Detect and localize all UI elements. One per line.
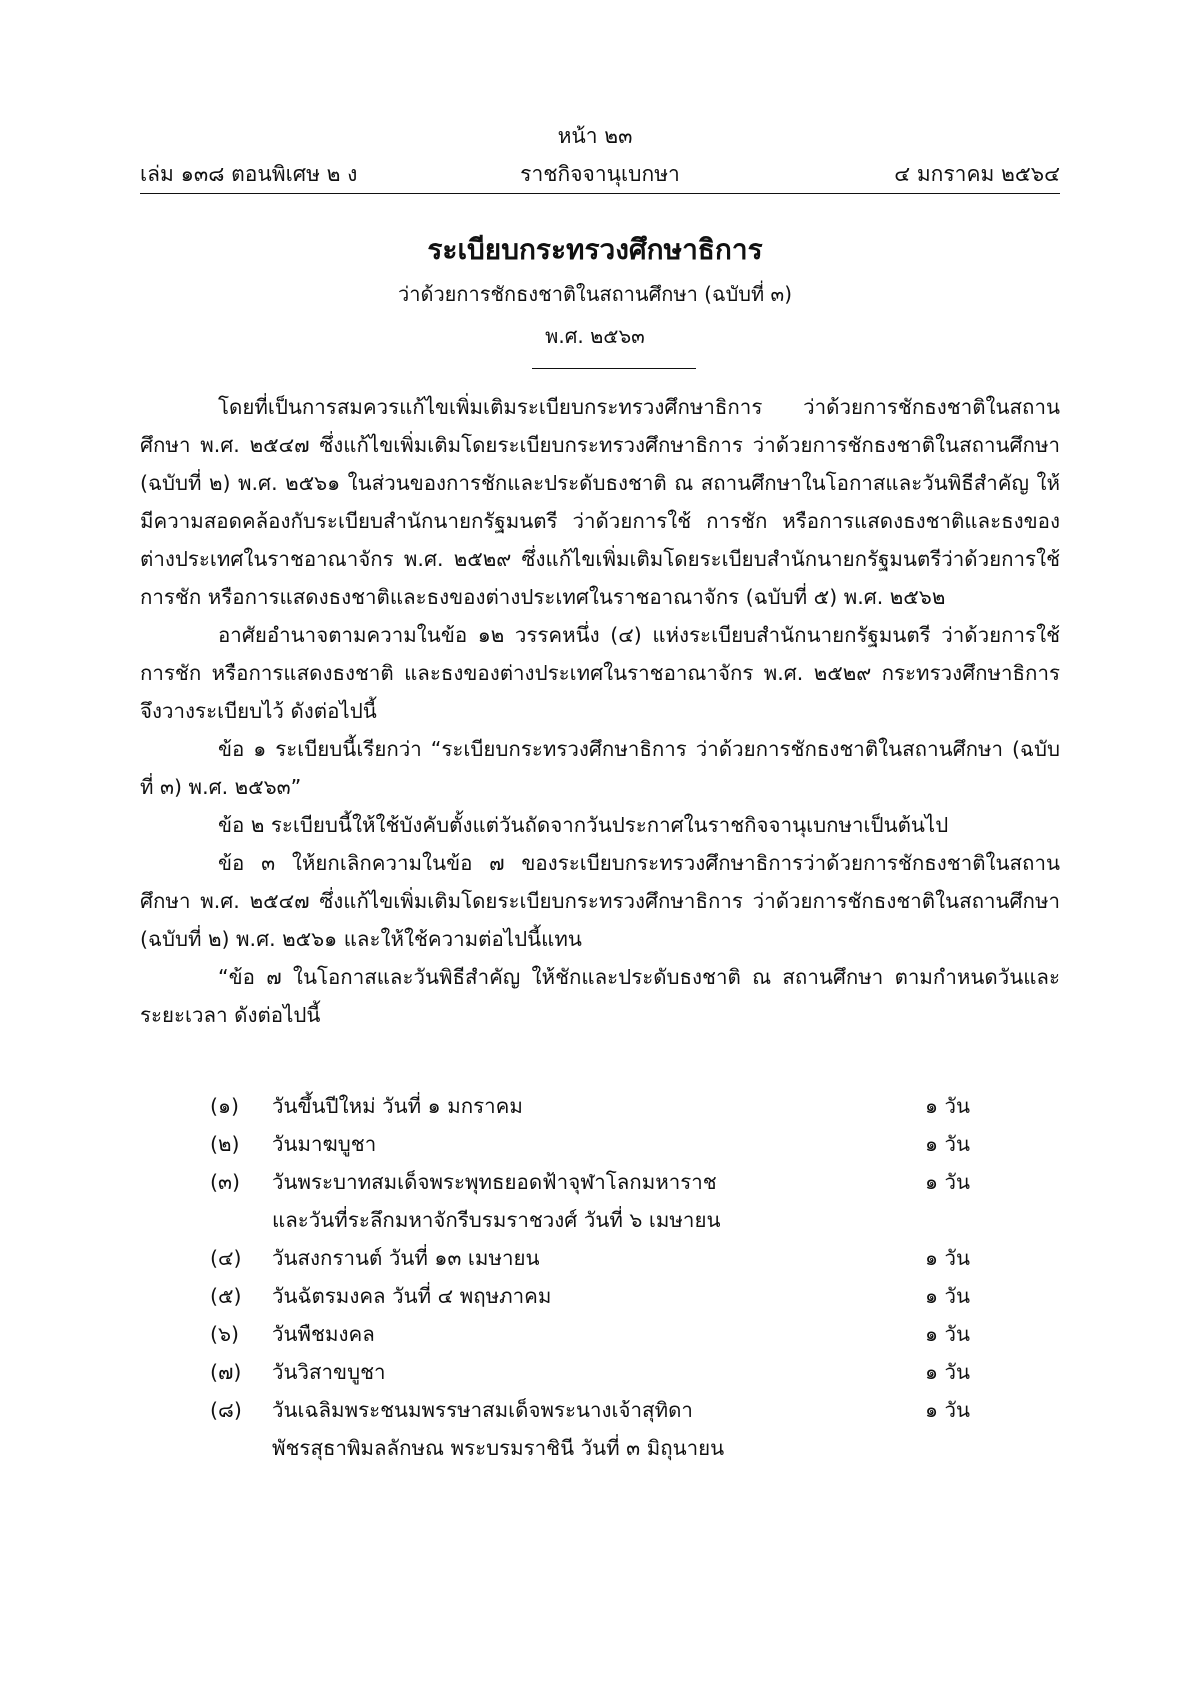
item-duration: ๑ วัน [924, 1094, 970, 1118]
item-number: (๔) [210, 1246, 242, 1270]
gazette-name: ราชกิจจานุเบกษา [520, 162, 680, 186]
item-text: วันฉัตรมงคล วันที่ ๔ พฤษภาคม [272, 1284, 552, 1308]
item-number: (๘) [210, 1398, 242, 1422]
paragraph-article-1: ข้อ ๑ ระเบียบนี้เรียกว่า “ระเบียบกระทรวงศึกษาธิการ ว่าด้วยการชักธงชาติในสถานศึกษา (ฉบับที่ ๓) พ.ศ. ๒๕๖๓” [140, 737, 1060, 799]
list-item [210, 1087, 970, 1125]
page-number: หน้า ๒๓ [557, 124, 633, 148]
item-text: วันขึ้นปีใหม่ วันที่ ๑ มกราคม [272, 1094, 523, 1118]
item-text-continued: และวันที่ระลึกมหาจักรีบรมราชวงศ์ วันที่ ๖ เมษายน [272, 1208, 721, 1232]
list-item [210, 1277, 970, 1315]
paragraph-preamble: โดยที่เป็นการสมควรแก้ไขเพิ่มเติมระเบียบกระทรวงศึกษาธิการ ว่าด้วยการชักธงชาติในสถานศึกษา พ.ศ. ๒๕๔๗ ซึ่งแก้ไขเพิ่มเติมโดยระเบียบกระทรวงศึกษาธิการ ว่าด้วยการชักธงชาติในสถานศึกษา (ฉบับที่ ๒) พ.ศ. ๒๕๖๑ ในส่วนของการชักและประดับธงชาติ ณ สถานศึกษาในโอกาสและวันพิธีสำคัญ ให้มีความสอดคล้องกับระเบียบสำนักนายกรัฐมนตรี ว่าด้วยการใช้ การชัก หรือการแสดงธงชาติและธงของต่างประเทศในราชอาณาจักร พ.ศ. ๒๕๒๙ ซึ่งแก้ไขเพิ่มเติมโดยระเบียบสำนักนายกรัฐมนตรีว่าด้วยการใช้ การชัก หรือการแสดงธงชาติและธงของต่างประเทศในราชอาณาจักร (ฉบับที่ ๕) พ.ศ. ๒๕๖๒ [140, 395, 1060, 609]
item-number: (๖) [210, 1322, 240, 1346]
document-subtitle: ว่าด้วยการชักธงชาติในสถานศึกษา (ฉบับที่ ๓) [398, 282, 792, 306]
volume-info: เล่ม ๑๓๘ ตอนพิเศษ ๒ ง [140, 162, 358, 186]
item-duration: ๑ วัน [924, 1360, 970, 1384]
document-year: พ.ศ. ๒๕๖๓ [545, 324, 645, 348]
item-number: (๓) [210, 1170, 241, 1194]
document-body [140, 388, 1060, 1034]
list-item [210, 1239, 970, 1277]
title-divider [532, 368, 696, 369]
list-item [210, 1353, 970, 1391]
item-number: (๑) [210, 1094, 240, 1118]
item-duration: ๑ วัน [924, 1398, 970, 1422]
item-text: วันวิสาขบูชา [272, 1360, 386, 1384]
item-text: วันสงกรานต์ วันที่ ๑๓ เมษายน [272, 1246, 540, 1270]
list-item [210, 1315, 970, 1353]
publication-date: ๔ มกราคม ๒๕๖๔ [894, 162, 1060, 186]
item-duration: ๑ วัน [924, 1170, 970, 1194]
paragraph-article-3: ข้อ ๓ ให้ยกเลิกความในข้อ ๗ ของระเบียบกระทรวงศึกษาธิการว่าด้วยการชักธงชาติในสถานศึกษา พ.ศ. ๒๕๔๗ ซึ่งแก้ไขเพิ่มเติมโดยระเบียบกระทรวงศึกษาธิการ ว่าด้วยการชักธงชาติในสถานศึกษา (ฉบับที่ ๒) พ.ศ. ๒๕๖๑ และให้ใช้ความต่อไปนี้แทน [140, 851, 1060, 951]
item-text: วันพืชมงคล [272, 1322, 375, 1346]
item-duration: ๑ วัน [924, 1132, 970, 1156]
item-number: (๗) [210, 1360, 242, 1384]
list-item [210, 1125, 970, 1163]
item-duration: ๑ วัน [924, 1246, 970, 1270]
item-text-continued: พัชรสุธาพิมลลักษณ พระบรมราชินี วันที่ ๓ มิถุนายน [272, 1436, 725, 1460]
item-text: วันมาฆบูชา [272, 1132, 377, 1156]
flag-days-list [210, 1087, 970, 1467]
paragraph-article-7: “ข้อ ๗ ในโอกาสและวันพิธีสำคัญ ให้ชักและประดับธงชาติ ณ สถานศึกษา ตามกำหนดวันและระยะเวลา ดังต่อไปนี้ [140, 965, 1060, 1027]
document-title: ระเบียบกระทรวงศึกษาธิการ [427, 233, 763, 266]
list-item [210, 1163, 970, 1239]
item-number: (๒) [210, 1132, 240, 1156]
paragraph-article-2: ข้อ ๒ ระเบียบนี้ให้ใช้บังคับตั้งแต่วันถัดจากวันประกาศในราชกิจจานุเบกษาเป็นต้นไป [218, 813, 949, 837]
item-duration: ๑ วัน [924, 1322, 970, 1346]
list-item [210, 1391, 970, 1467]
header-divider [140, 193, 1060, 194]
paragraph-authority: อาศัยอำนาจตามความในข้อ ๑๒ วรรคหนึ่ง (๔) แห่งระเบียบสำนักนายกรัฐมนตรี ว่าด้วยการใช้ การชัก หรือการแสดงธงชาติ และธงของต่างประเทศในราชอาณาจักร พ.ศ. ๒๕๒๙ กระทรวงศึกษาธิการ จึงวางระเบียบไว้ ดังต่อไปนี้ [140, 623, 1060, 723]
gazette-header [140, 158, 1060, 192]
item-text: วันพระบาทสมเด็จพระพุทธยอดฟ้าจุฬาโลกมหาราช [272, 1170, 717, 1194]
item-text: วันเฉลิมพระชนมพรรษาสมเด็จพระนางเจ้าสุทิดา [272, 1398, 693, 1422]
item-number: (๕) [210, 1284, 242, 1308]
item-duration: ๑ วัน [924, 1284, 970, 1308]
